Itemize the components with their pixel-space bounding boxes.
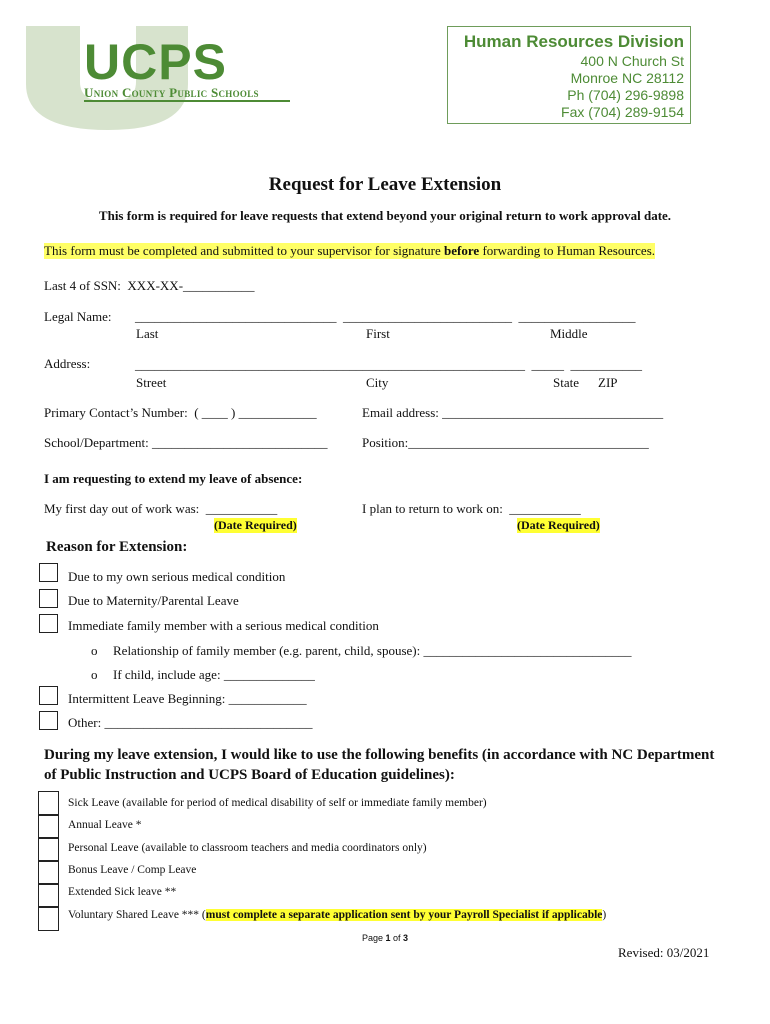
voluntary-text-end: ) bbox=[602, 909, 607, 921]
reason-checkbox-intermittent[interactable] bbox=[39, 686, 58, 705]
benefit-extended-sick-label: Extended Sick leave ** bbox=[68, 886, 177, 898]
instruction-text: This form must be completed and submitted to your supervisor for signature bbox=[44, 243, 445, 258]
address-label: Address: bbox=[44, 356, 91, 371]
hr-address: 400 N Church St bbox=[580, 53, 684, 69]
hr-contact-box bbox=[447, 26, 691, 124]
instruction-line bbox=[44, 243, 655, 259]
benefit-bonus-label: Bonus Leave / Comp Leave bbox=[68, 864, 197, 876]
benefit-checkbox-annual[interactable] bbox=[38, 815, 59, 838]
legal-name-lines[interactable]: _______________________________ __________________________ __________________ bbox=[135, 309, 636, 324]
addr-street-caption: Street bbox=[136, 375, 167, 390]
name-first-caption: First bbox=[366, 326, 390, 341]
ssn-field[interactable]: Last 4 of SSN: XXX-XX-___________ bbox=[44, 278, 255, 293]
sub-bullet: o bbox=[91, 643, 98, 658]
school-department-field[interactable]: School/Department: ___________________________ bbox=[44, 435, 328, 450]
page-number: 1 bbox=[385, 933, 391, 943]
extend-heading: I am requesting to extend my leave of absence: bbox=[44, 471, 303, 486]
first-day-field[interactable]: My first day out of work was: ___________ bbox=[44, 501, 278, 516]
benefit-annual-label: Annual Leave * bbox=[68, 819, 142, 831]
sub-bullet: o bbox=[91, 667, 98, 682]
benefits-heading-line2: of Public Instruction and UCPS Board of Education guidelines): bbox=[44, 767, 455, 783]
reason-checkbox-maternity[interactable] bbox=[39, 589, 58, 608]
email-field[interactable]: Email address: __________________________________ bbox=[362, 405, 664, 420]
voluntary-text: Voluntary Shared Leave *** ( bbox=[68, 909, 206, 921]
legal-name-label: Legal Name: bbox=[44, 309, 112, 324]
benefit-checkbox-voluntary-shared[interactable] bbox=[38, 907, 59, 931]
address-lines[interactable]: ____________________________________________________________ _____ ___________ bbox=[135, 357, 642, 372]
logo-subtitle: Union County Public Schools bbox=[84, 85, 259, 100]
instruction-bold: before bbox=[444, 243, 480, 258]
return-date-required: (Date Required) bbox=[517, 518, 600, 532]
benefit-checkbox-personal[interactable] bbox=[38, 838, 59, 861]
instruction-text-end: forwarding to Human Resources. bbox=[479, 243, 656, 258]
hr-title: Human Resources Division bbox=[463, 32, 684, 51]
benefit-voluntary-shared-label bbox=[68, 909, 606, 921]
reason-heading: Reason for Extension: bbox=[46, 539, 188, 555]
reason-checkbox-own-medical[interactable] bbox=[39, 563, 58, 582]
name-middle-caption: Middle bbox=[550, 326, 588, 341]
reason-own-medical-label: Due to my own serious medical condition bbox=[68, 569, 286, 584]
hr-fax: Fax (704) 289-9154 bbox=[561, 104, 684, 120]
primary-contact-field[interactable]: Primary Contact’s Number: ( ____ ) ____________ bbox=[44, 405, 317, 420]
page-indicator bbox=[0, 933, 770, 943]
hr-city: Monroe NC 28112 bbox=[570, 70, 684, 86]
page-total: 3 bbox=[403, 933, 409, 943]
benefit-checkbox-extended-sick[interactable] bbox=[38, 884, 59, 907]
benefit-checkbox-bonus[interactable] bbox=[38, 861, 59, 884]
reason-checkbox-family-member[interactable] bbox=[39, 614, 58, 633]
page-word: Page bbox=[361, 933, 386, 943]
benefit-sick-label: Sick Leave (available for period of medical disability of self or immediate family member) bbox=[68, 797, 487, 809]
logo-wordmark: UCPS bbox=[84, 34, 227, 90]
reason-checkbox-other[interactable] bbox=[39, 711, 58, 730]
voluntary-highlight: must complete a separate application sent by your Payroll Specialist if applicable bbox=[205, 909, 603, 921]
reason-family-member-label: Immediate family member with a serious medical condition bbox=[68, 618, 379, 633]
form-note: This form is required for leave requests that extend beyond your original return to work approval date. bbox=[98, 208, 672, 223]
revised-date: Revised: 03/2021 bbox=[618, 945, 710, 960]
hr-phone: Ph (704) 296-9898 bbox=[567, 87, 684, 103]
form-title: Request for Leave Extension bbox=[268, 174, 502, 195]
name-last-caption: Last bbox=[136, 326, 159, 341]
other-field[interactable]: Other: ________________________________ bbox=[68, 715, 313, 730]
position-field[interactable]: Position:_____________________________________ bbox=[362, 435, 649, 450]
child-age-field[interactable]: If child, include age: ______________ bbox=[113, 667, 315, 682]
benefit-checkbox-sick[interactable] bbox=[38, 791, 59, 815]
intermittent-field[interactable]: Intermittent Leave Beginning: ____________ bbox=[68, 691, 307, 706]
benefits-heading-line1: During my leave extension, I would like to use the following benefits (in accordance with NC Department bbox=[44, 747, 715, 763]
addr-zip-caption: ZIP bbox=[598, 375, 618, 390]
page-of: of bbox=[390, 933, 404, 943]
first-day-required: (Date Required) bbox=[214, 518, 297, 532]
benefit-personal-label: Personal Leave (available to classroom teachers and media coordinators only) bbox=[68, 842, 427, 854]
addr-state-caption: State bbox=[553, 375, 579, 390]
addr-city-caption: City bbox=[366, 375, 389, 390]
return-date-field[interactable]: I plan to return to work on: ___________ bbox=[362, 501, 581, 516]
reason-maternity-label: Due to Maternity/Parental Leave bbox=[68, 593, 239, 608]
relationship-field[interactable]: Relationship of family member (e.g. parent, child, spouse): ________________________________ bbox=[113, 643, 632, 658]
